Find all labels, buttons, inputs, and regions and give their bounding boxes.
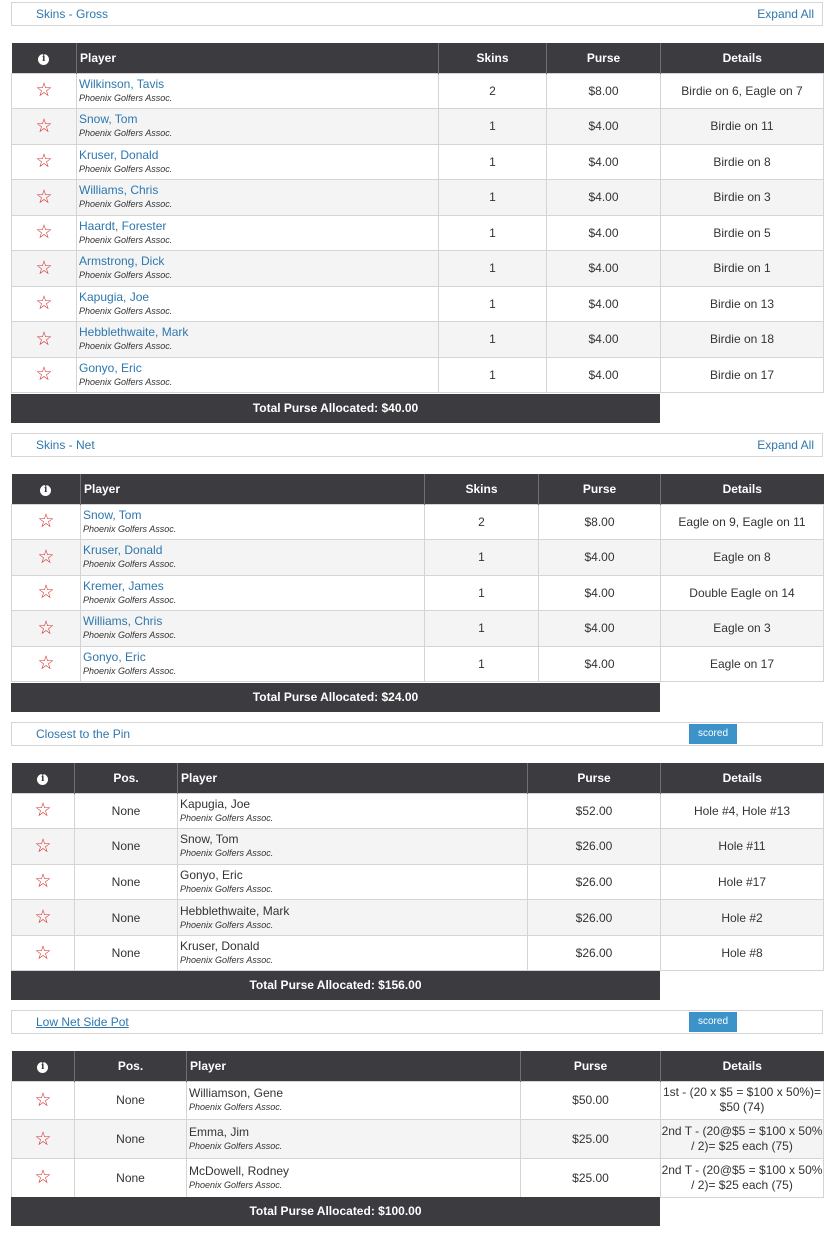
favorite-cell (12, 215, 77, 251)
player-association: Phoenix Golfers Assoc. (180, 812, 274, 823)
player-cell (81, 611, 425, 647)
star-outline-icon[interactable]: ☆ (34, 800, 52, 822)
player-name[interactable]: Gonyo, Eric (83, 649, 146, 664)
table-row (12, 1081, 824, 1120)
details-cell: Eagle on 17 (661, 646, 824, 682)
player-association: Phoenix Golfers Assoc. (83, 559, 177, 570)
player-cell (77, 109, 439, 145)
table-row (12, 109, 824, 145)
player-name: Hebblethwaite, Mark (180, 903, 290, 918)
column-header-player[interactable]: Player (187, 1051, 521, 1081)
section-header-low-net-side-pot (11, 1010, 823, 1034)
favorite-cell (12, 646, 81, 682)
column-header-details[interactable]: Details (661, 43, 824, 73)
player-cell (187, 1120, 521, 1159)
purse-cell: $4.00 (539, 611, 661, 647)
column-header-purse[interactable]: Purse (539, 474, 661, 504)
star-outline-icon[interactable]: ☆ (34, 942, 52, 964)
player-cell (178, 793, 528, 829)
star-outline-icon[interactable]: ☆ (35, 293, 53, 315)
details-cell: Hole #4, Hole #13 (661, 793, 824, 829)
player-name[interactable]: Kremer, James (83, 578, 164, 593)
table-row (12, 646, 824, 682)
skins-cell: 1 (439, 180, 547, 216)
purse-cell: $25.00 (521, 1158, 661, 1197)
closest-to-pin-table (11, 763, 824, 971)
pos-cell: None (75, 900, 178, 936)
scored-badge: scored (689, 724, 737, 744)
skins-cell: 1 (425, 646, 539, 682)
player-association: Phoenix Golfers Assoc. (79, 341, 173, 352)
section-title[interactable]: Skins - Net (36, 438, 95, 452)
player-association: Phoenix Golfers Assoc. (79, 92, 173, 103)
player-association: Phoenix Golfers Assoc. (189, 1179, 283, 1190)
favorite-cell (12, 1158, 75, 1197)
info-header (12, 43, 77, 73)
skins-cell: 1 (439, 251, 547, 287)
details-cell: Eagle on 9, Eagle on 11 (661, 504, 824, 540)
favorite-cell (12, 144, 77, 180)
star-outline-icon[interactable]: ☆ (35, 186, 53, 208)
table-row (12, 144, 824, 180)
player-cell (77, 286, 439, 322)
total-purse-bar: Total Purse Allocated: $24.00 (11, 683, 660, 712)
player-name[interactable]: Wilkinson, Tavis (79, 76, 165, 91)
column-header-pos[interactable]: Pos. (75, 1051, 187, 1081)
star-outline-icon[interactable]: ☆ (34, 835, 52, 857)
skins-cell: 1 (439, 286, 547, 322)
section-title[interactable]: Closest to the Pin (36, 727, 131, 741)
table-row (12, 215, 824, 251)
player-association: Phoenix Golfers Assoc. (79, 199, 173, 210)
favorite-cell (12, 180, 77, 216)
player-cell (81, 575, 425, 611)
player-name: Kapugia, Joe (180, 796, 251, 811)
star-outline-icon[interactable]: ☆ (35, 257, 53, 279)
details-cell: Hole #11 (661, 829, 824, 865)
favorite-cell (12, 793, 75, 829)
player-association: Phoenix Golfers Assoc. (180, 955, 274, 966)
player-cell (77, 251, 439, 287)
player-name[interactable]: Williams, Chris (83, 614, 163, 629)
purse-cell: $8.00 (547, 73, 661, 109)
purse-cell: $8.00 (539, 504, 661, 540)
player-association: Phoenix Golfers Assoc. (83, 523, 177, 534)
details-cell: Eagle on 3 (661, 611, 824, 647)
purse-cell: $26.00 (528, 935, 661, 971)
pos-cell: None (75, 829, 178, 865)
player-association: Phoenix Golfers Assoc. (189, 1102, 283, 1113)
details-cell: 2nd T - (20@$5 = $100 x 50% / 2)= $25 each (75) (661, 1120, 824, 1159)
player-cell (81, 504, 425, 540)
pos-cell: None (75, 935, 178, 971)
details-cell: Birdie on 18 (661, 322, 824, 358)
player-cell (81, 540, 425, 576)
player-name[interactable]: Kruser, Donald (83, 543, 163, 558)
scored-badge: scored (689, 1012, 737, 1032)
column-header-purse[interactable]: Purse (547, 43, 661, 73)
player-association: Phoenix Golfers Assoc. (83, 630, 177, 641)
player-name: McDowell, Rodney (189, 1163, 290, 1178)
player-cell (178, 935, 528, 971)
player-cell (178, 900, 528, 936)
star-outline-icon[interactable]: ☆ (34, 871, 52, 893)
low-net-side-pot-table (11, 1051, 824, 1198)
table-row (12, 1120, 824, 1159)
skins-net-table (11, 474, 824, 682)
purse-cell: $4.00 (547, 322, 661, 358)
column-header-details[interactable]: Details (661, 763, 824, 793)
player-cell (178, 864, 528, 900)
purse-cell: $26.00 (528, 900, 661, 936)
favorite-cell (12, 1081, 75, 1120)
info-header (12, 1051, 75, 1081)
skins-cell: 1 (439, 322, 547, 358)
details-cell: Birdie on 8 (661, 144, 824, 180)
details-cell: Hole #17 (661, 864, 824, 900)
info-circle-icon[interactable]: i (40, 485, 51, 496)
skins-cell: 1 (425, 540, 539, 576)
favorite-cell (12, 1120, 75, 1159)
pos-cell: None (75, 1081, 187, 1120)
skins-cell: 1 (439, 109, 547, 145)
purse-cell: $4.00 (547, 215, 661, 251)
player-cell (187, 1081, 521, 1120)
table-row (12, 322, 824, 358)
player-name: Gonyo, Eric (180, 867, 243, 882)
favorite-cell (12, 611, 81, 647)
table-row (12, 864, 824, 900)
player-association: Phoenix Golfers Assoc. (180, 919, 274, 930)
favorite-cell (12, 357, 77, 393)
table-header-row (12, 43, 824, 73)
table-row (12, 286, 824, 322)
column-header-details[interactable]: Details (661, 1051, 824, 1081)
table-row (12, 1158, 824, 1197)
details-cell: Birdie on 13 (661, 286, 824, 322)
player-name: Williamson, Gene (189, 1086, 284, 1101)
star-outline-icon[interactable]: ☆ (37, 617, 55, 639)
table-row (12, 73, 824, 109)
star-outline-icon[interactable]: ☆ (37, 653, 55, 675)
table-row (12, 900, 824, 936)
column-header-purse[interactable]: Purse (528, 763, 661, 793)
player-name[interactable]: Kapugia, Joe (79, 289, 150, 304)
skins-cell: 1 (439, 144, 547, 180)
table-header-row (12, 763, 824, 793)
favorite-cell (12, 829, 75, 865)
player-name[interactable]: Armstrong, Dick (79, 254, 165, 269)
purse-cell: $26.00 (528, 864, 661, 900)
table-header-row (12, 1051, 824, 1081)
player-association: Phoenix Golfers Assoc. (79, 270, 173, 281)
column-header-purse[interactable]: Purse (521, 1051, 661, 1081)
player-cell (187, 1158, 521, 1197)
player-name[interactable]: Snow, Tom (83, 507, 142, 522)
favorite-cell (12, 504, 81, 540)
player-association: Phoenix Golfers Assoc. (79, 234, 173, 245)
star-outline-icon[interactable]: ☆ (35, 80, 53, 102)
pos-cell: None (75, 1120, 187, 1159)
purse-cell: $52.00 (528, 793, 661, 829)
favorite-cell (12, 935, 75, 971)
details-cell: Hole #2 (661, 900, 824, 936)
section-title[interactable]: Low Net Side Pot (36, 1015, 129, 1029)
column-header-player[interactable]: Player (81, 474, 425, 504)
player-cell (178, 829, 528, 865)
purse-cell: $26.00 (528, 829, 661, 865)
info-circle-icon[interactable]: i (37, 1062, 48, 1073)
player-association: Phoenix Golfers Assoc. (79, 305, 173, 316)
purse-cell: $25.00 (521, 1120, 661, 1159)
player-name: Snow, Tom (180, 832, 239, 847)
column-header-skins[interactable]: Skins (439, 43, 547, 73)
player-name[interactable]: Hebblethwaite, Mark (79, 325, 189, 340)
info-header (12, 474, 81, 504)
skins-cell: 1 (439, 357, 547, 393)
details-cell: Birdie on 3 (661, 180, 824, 216)
table-row (12, 793, 824, 829)
column-header-player[interactable]: Player (77, 43, 439, 73)
favorite-cell (12, 286, 77, 322)
star-outline-icon[interactable]: ☆ (37, 582, 55, 604)
table-header-row (12, 474, 824, 504)
section-header-skins-net (11, 433, 823, 457)
pos-cell: None (75, 864, 178, 900)
star-outline-icon[interactable]: ☆ (37, 511, 55, 533)
player-name: Kruser, Donald (180, 939, 260, 954)
total-purse-bar: Total Purse Allocated: $100.00 (11, 1197, 660, 1226)
star-outline-icon[interactable]: ☆ (34, 1167, 52, 1189)
player-association: Phoenix Golfers Assoc. (180, 883, 274, 894)
star-outline-icon[interactable]: ☆ (35, 222, 53, 244)
player-cell (77, 322, 439, 358)
player-cell (77, 73, 439, 109)
star-outline-icon[interactable]: ☆ (34, 1128, 52, 1150)
pos-cell: None (75, 1158, 187, 1197)
details-cell: Birdie on 17 (661, 357, 824, 393)
player-name[interactable]: Haardt, Forester (79, 218, 167, 233)
purse-cell: $50.00 (521, 1081, 661, 1120)
star-outline-icon[interactable]: ☆ (35, 364, 53, 386)
star-outline-icon[interactable]: ☆ (34, 907, 52, 929)
table-row (12, 575, 824, 611)
total-purse-bar: Total Purse Allocated: $156.00 (11, 971, 660, 1000)
purse-cell: $4.00 (539, 540, 661, 576)
player-name[interactable]: Snow, Tom (79, 112, 138, 127)
table-row (12, 540, 824, 576)
expand-all-link[interactable]: Expand All (757, 438, 814, 452)
details-cell: Eagle on 8 (661, 540, 824, 576)
table-row (12, 829, 824, 865)
table-row (12, 935, 824, 971)
player-association: Phoenix Golfers Assoc. (79, 128, 173, 139)
column-header-pos[interactable]: Pos. (75, 763, 178, 793)
player-name[interactable]: Gonyo, Eric (79, 360, 142, 375)
details-cell: Double Eagle on 14 (661, 575, 824, 611)
favorite-cell (12, 109, 77, 145)
purse-cell: $4.00 (547, 357, 661, 393)
table-row (12, 251, 824, 287)
star-outline-icon[interactable]: ☆ (35, 151, 53, 173)
favorite-cell (12, 864, 75, 900)
skins-cell: 1 (425, 575, 539, 611)
details-cell: Birdie on 6, Eagle on 7 (661, 73, 824, 109)
table-row (12, 611, 824, 647)
details-cell: Birdie on 5 (661, 215, 824, 251)
star-outline-icon[interactable]: ☆ (37, 546, 55, 568)
table-row (12, 504, 824, 540)
skins-cell: 1 (425, 611, 539, 647)
info-circle-icon[interactable]: i (37, 774, 48, 785)
star-outline-icon[interactable]: ☆ (35, 115, 53, 137)
section-title[interactable]: Skins - Gross (36, 7, 109, 21)
purse-cell: $4.00 (547, 109, 661, 145)
favorite-cell (12, 251, 77, 287)
table-row (12, 357, 824, 393)
column-header-details[interactable]: Details (661, 474, 824, 504)
section-header-closest-to-pin (11, 722, 823, 746)
total-purse-bar: Total Purse Allocated: $40.00 (11, 394, 660, 423)
skins-gross-table (11, 43, 824, 393)
details-cell: 1st - (20 x $5 = $100 x 50%)= $50 (74) (661, 1081, 824, 1120)
player-cell (77, 357, 439, 393)
info-header (12, 763, 75, 793)
purse-cell: $4.00 (547, 251, 661, 287)
favorite-cell (12, 900, 75, 936)
favorite-cell (12, 73, 77, 109)
favorite-cell (12, 575, 81, 611)
purse-cell: $4.00 (547, 144, 661, 180)
skins-cell: 1 (439, 215, 547, 251)
skins-cell: 2 (439, 73, 547, 109)
details-cell: Birdie on 1 (661, 251, 824, 287)
favorite-cell (12, 540, 81, 576)
expand-all-link[interactable]: Expand All (757, 7, 814, 21)
player-name[interactable]: Kruser, Donald (79, 147, 159, 162)
player-cell (77, 144, 439, 180)
player-association: Phoenix Golfers Assoc. (189, 1141, 283, 1152)
player-association: Phoenix Golfers Assoc. (83, 594, 177, 605)
player-cell (77, 180, 439, 216)
player-association: Phoenix Golfers Assoc. (180, 848, 274, 859)
column-header-skins[interactable]: Skins (425, 474, 539, 504)
info-circle-icon[interactable]: i (38, 54, 49, 65)
star-outline-icon[interactable]: ☆ (34, 1089, 52, 1111)
purse-cell: $4.00 (547, 180, 661, 216)
details-cell: 2nd T - (20@$5 = $100 x 50% / 2)= $25 each (75) (661, 1158, 824, 1197)
column-header-player[interactable]: Player (178, 763, 528, 793)
table-row (12, 180, 824, 216)
player-association: Phoenix Golfers Assoc. (79, 376, 173, 387)
player-name[interactable]: Williams, Chris (79, 183, 159, 198)
purse-cell: $4.00 (539, 646, 661, 682)
favorite-cell (12, 322, 77, 358)
section-header-skins-gross (11, 2, 823, 26)
player-association: Phoenix Golfers Assoc. (83, 665, 177, 676)
player-cell (81, 646, 425, 682)
purse-cell: $4.00 (539, 575, 661, 611)
player-cell (77, 215, 439, 251)
details-cell: Hole #8 (661, 935, 824, 971)
details-cell: Birdie on 11 (661, 109, 824, 145)
star-outline-icon[interactable]: ☆ (35, 328, 53, 350)
skins-cell: 2 (425, 504, 539, 540)
pos-cell: None (75, 793, 178, 829)
player-name: Emma, Jim (189, 1125, 249, 1140)
purse-cell: $4.00 (547, 286, 661, 322)
player-association: Phoenix Golfers Assoc. (79, 163, 173, 174)
